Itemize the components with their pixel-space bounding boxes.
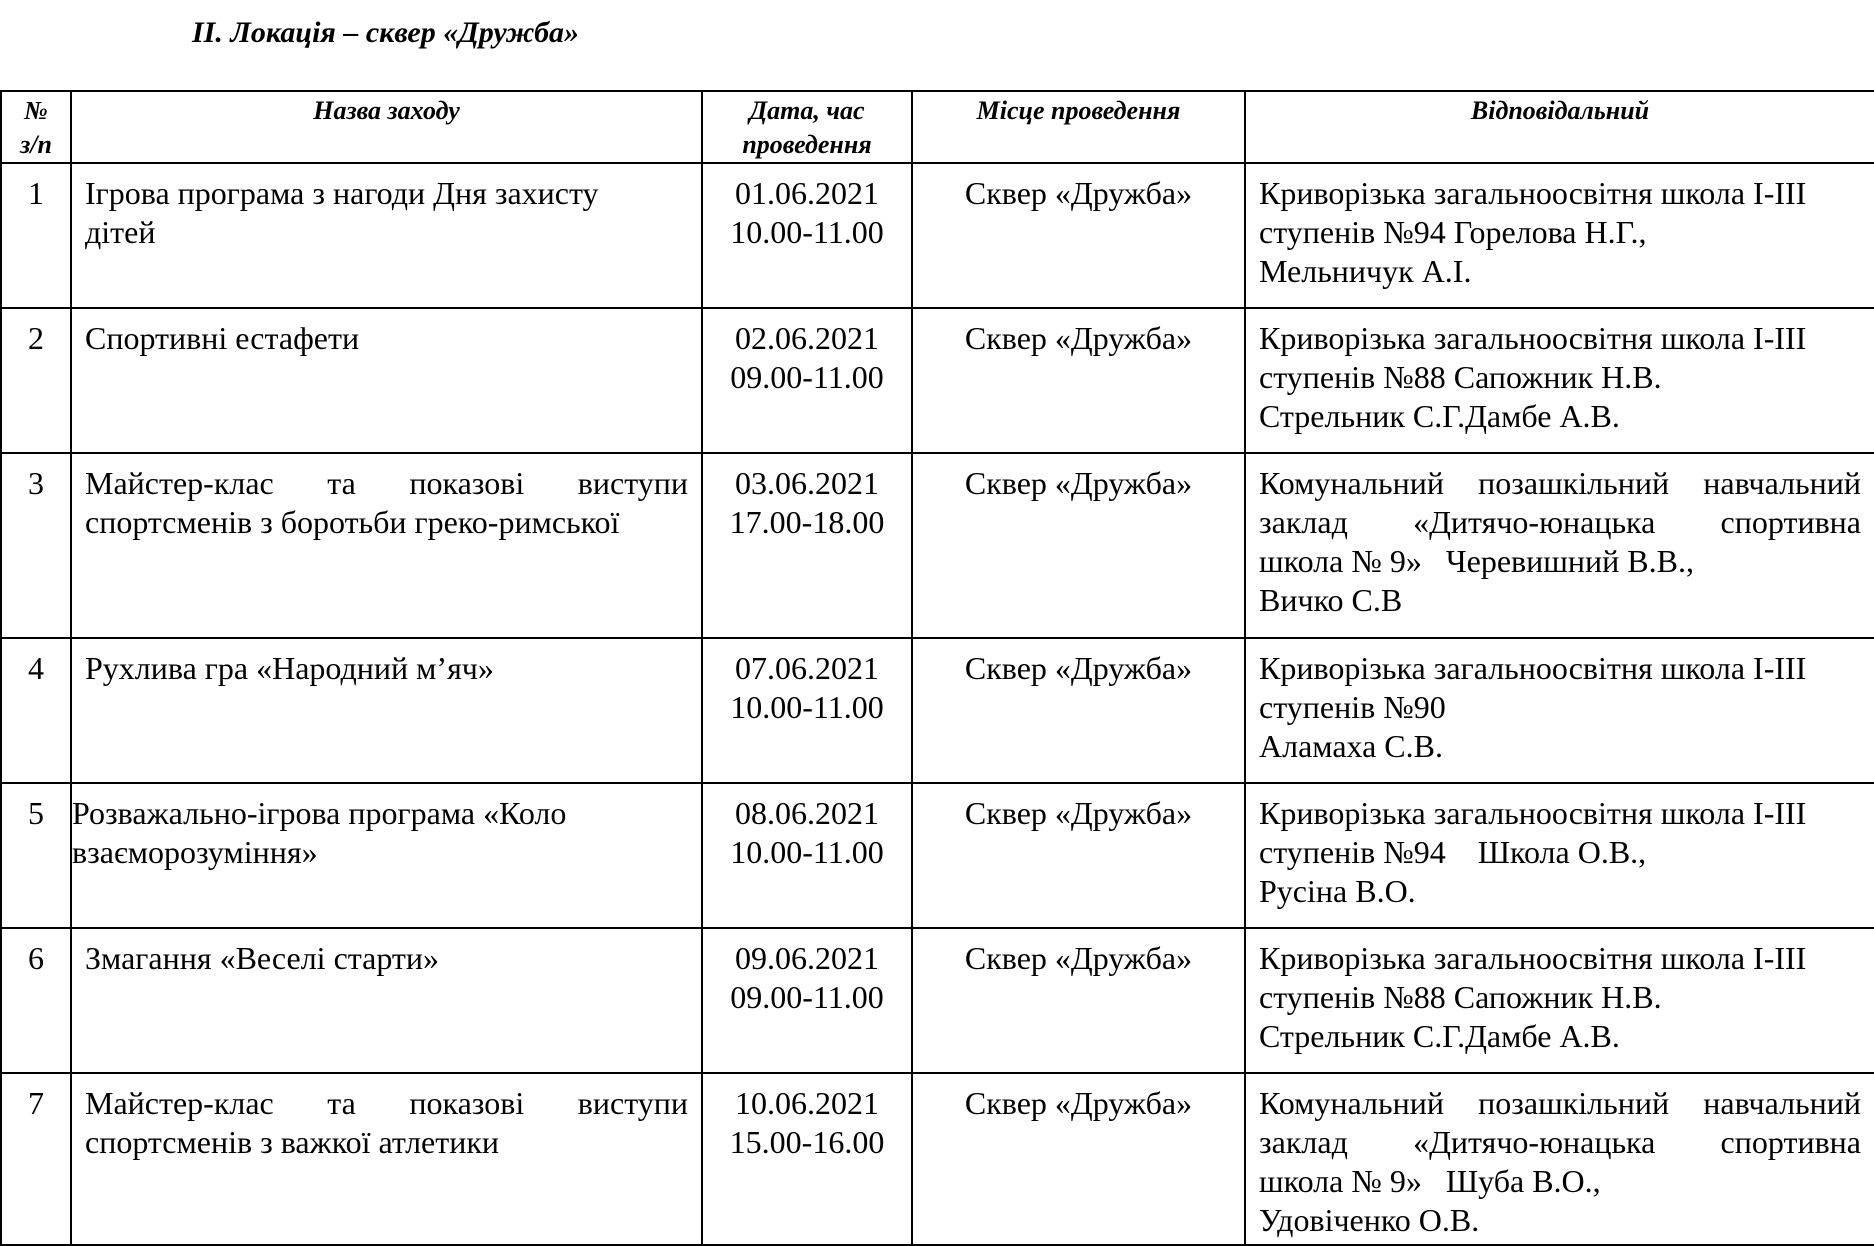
header-event-name: Назва заходу bbox=[71, 91, 702, 163]
table-header bbox=[1, 91, 1874, 163]
row-number: 1 bbox=[1, 163, 71, 308]
event-name bbox=[71, 638, 702, 783]
event-date-time bbox=[702, 308, 912, 453]
table-row bbox=[1, 1073, 1874, 1245]
event-name bbox=[71, 163, 702, 308]
event-time: 09.00-11.00 bbox=[730, 359, 884, 395]
header-number-line1: № bbox=[24, 96, 48, 125]
responsible-line: Комунальний позашкільний навчальний bbox=[1259, 1085, 1861, 1121]
event-name bbox=[71, 1073, 702, 1245]
table-row bbox=[1, 638, 1874, 783]
header-number-line2: з/п bbox=[20, 130, 52, 159]
event-name-line: Ігрова програма з нагоди Дня захисту bbox=[85, 175, 599, 211]
header-date-line1: Дата, час bbox=[749, 96, 865, 125]
event-date: 10.06.2021 bbox=[735, 1085, 879, 1121]
row-number: 6 bbox=[1, 928, 71, 1073]
section-heading: II. Локація – сквер «Дружба» bbox=[192, 16, 580, 49]
event-name-line: Майстер-клас та показові виступи bbox=[85, 1085, 688, 1121]
responsible-line: Стрельник С.Г.Дамбе А.В. bbox=[1259, 1018, 1620, 1054]
row-number: 5 bbox=[1, 783, 71, 928]
responsible-line: ступенів №88 Сапожник Н.В. bbox=[1259, 359, 1662, 395]
event-name bbox=[71, 453, 702, 638]
responsible-line: Криворізька загальноосвітня школа І-ІІІ bbox=[1259, 320, 1807, 356]
event-time: 10.00-11.00 bbox=[730, 214, 884, 250]
responsible-line: ступенів №90 bbox=[1259, 689, 1446, 725]
table-body bbox=[1, 163, 1874, 1245]
responsible-line: заклад «Дитячо-юнацька спортивна bbox=[1259, 504, 1861, 540]
responsible-line: школа № 9» Черевишний В.В., bbox=[1259, 543, 1694, 579]
responsible-line: Криворізька загальноосвітня школа І-ІІІ bbox=[1259, 650, 1807, 686]
responsible-line: ступенів №88 Сапожник Н.В. bbox=[1259, 979, 1662, 1015]
event-date-time bbox=[702, 783, 912, 928]
responsible-line: Вичко С.В bbox=[1259, 582, 1403, 618]
event-name-line: Майстер-клас та показові виступи bbox=[85, 465, 688, 501]
event-time: 09.00-11.00 bbox=[730, 979, 884, 1015]
event-time: 10.00-11.00 bbox=[730, 689, 884, 725]
event-place: Сквер «Дружба» bbox=[912, 1073, 1245, 1245]
header-responsible: Відповідальний bbox=[1245, 91, 1874, 163]
header-date-time bbox=[702, 91, 912, 163]
event-name-line: Розважально-ігрова програма «Коло bbox=[72, 795, 567, 831]
event-date-time bbox=[702, 638, 912, 783]
event-place: Сквер «Дружба» bbox=[912, 928, 1245, 1073]
event-place: Сквер «Дружба» bbox=[912, 163, 1245, 308]
table-row bbox=[1, 308, 1874, 453]
responsible-line: Стрельник С.Г.Дамбе А.В. bbox=[1259, 398, 1620, 434]
event-place: Сквер «Дружба» bbox=[912, 308, 1245, 453]
event-responsible bbox=[1245, 308, 1874, 453]
header-date-line2: проведення bbox=[742, 130, 872, 159]
event-place: Сквер «Дружба» bbox=[912, 453, 1245, 638]
event-time: 15.00-16.00 bbox=[729, 1124, 885, 1160]
event-time: 10.00-11.00 bbox=[730, 834, 884, 870]
event-name-line: спортсменів з важкої атлетики bbox=[85, 1124, 500, 1160]
responsible-line: Удовіченко О.В. bbox=[1259, 1202, 1480, 1238]
event-responsible bbox=[1245, 783, 1874, 928]
event-date: 08.06.2021 bbox=[735, 795, 879, 831]
row-number: 7 bbox=[1, 1073, 71, 1245]
responsible-line: школа № 9» Шуба В.О., bbox=[1259, 1163, 1601, 1199]
event-date: 01.06.2021 bbox=[735, 175, 879, 211]
table-row bbox=[1, 453, 1874, 638]
table-row bbox=[1, 163, 1874, 308]
header-number bbox=[1, 91, 71, 163]
responsible-line: Комунальний позашкільний навчальний bbox=[1259, 465, 1861, 501]
row-number: 2 bbox=[1, 308, 71, 453]
events-table bbox=[0, 90, 1874, 1246]
event-name-line: Змагання «Веселі старти» bbox=[85, 940, 440, 976]
event-responsible bbox=[1245, 1073, 1874, 1245]
event-name bbox=[71, 928, 702, 1073]
event-date: 09.06.2021 bbox=[735, 940, 879, 976]
event-date: 02.06.2021 bbox=[735, 320, 879, 356]
event-date-time bbox=[702, 928, 912, 1073]
responsible-line: заклад «Дитячо-юнацька спортивна bbox=[1259, 1124, 1861, 1160]
event-responsible bbox=[1245, 928, 1874, 1073]
event-name-line: дітей bbox=[85, 214, 156, 250]
table-row bbox=[1, 783, 1874, 928]
responsible-line: Русіна В.О. bbox=[1259, 873, 1416, 909]
event-date: 07.06.2021 bbox=[735, 650, 879, 686]
event-date: 03.06.2021 bbox=[735, 465, 879, 501]
event-name-line: взаєморозуміння» bbox=[72, 834, 318, 870]
event-date-time bbox=[702, 163, 912, 308]
event-place: Сквер «Дружба» bbox=[912, 783, 1245, 928]
responsible-line: Криворізька загальноосвітня школа І-ІІІ bbox=[1259, 940, 1807, 976]
event-name-line: спортсменів з боротьби греко-римської bbox=[85, 504, 620, 540]
responsible-line: Мельничук А.І. bbox=[1259, 253, 1472, 289]
event-time: 17.00-18.00 bbox=[729, 504, 885, 540]
event-responsible bbox=[1245, 163, 1874, 308]
responsible-line: Криворізька загальноосвітня школа І-ІІІ bbox=[1259, 795, 1807, 831]
event-date-time bbox=[702, 453, 912, 638]
table-row bbox=[1, 928, 1874, 1073]
row-number: 4 bbox=[1, 638, 71, 783]
event-name bbox=[71, 783, 702, 928]
row-number: 3 bbox=[1, 453, 71, 638]
responsible-line: Аламаха С.В. bbox=[1259, 728, 1443, 764]
event-place: Сквер «Дружба» bbox=[912, 638, 1245, 783]
responsible-line: ступенів №94 Горелова Н.Г., bbox=[1259, 214, 1647, 250]
event-responsible bbox=[1245, 638, 1874, 783]
header-place: Місце проведення bbox=[912, 91, 1245, 163]
responsible-line: Криворізька загальноосвітня школа І-ІІІ bbox=[1259, 175, 1807, 211]
responsible-line: ступенів №94 Школа О.В., bbox=[1259, 834, 1647, 870]
event-name bbox=[71, 308, 702, 453]
event-date-time bbox=[702, 1073, 912, 1245]
event-name-line: Спортивні естафети bbox=[85, 320, 360, 356]
event-responsible bbox=[1245, 453, 1874, 638]
event-name-line: Рухлива гра «Народний м’яч» bbox=[85, 650, 494, 686]
